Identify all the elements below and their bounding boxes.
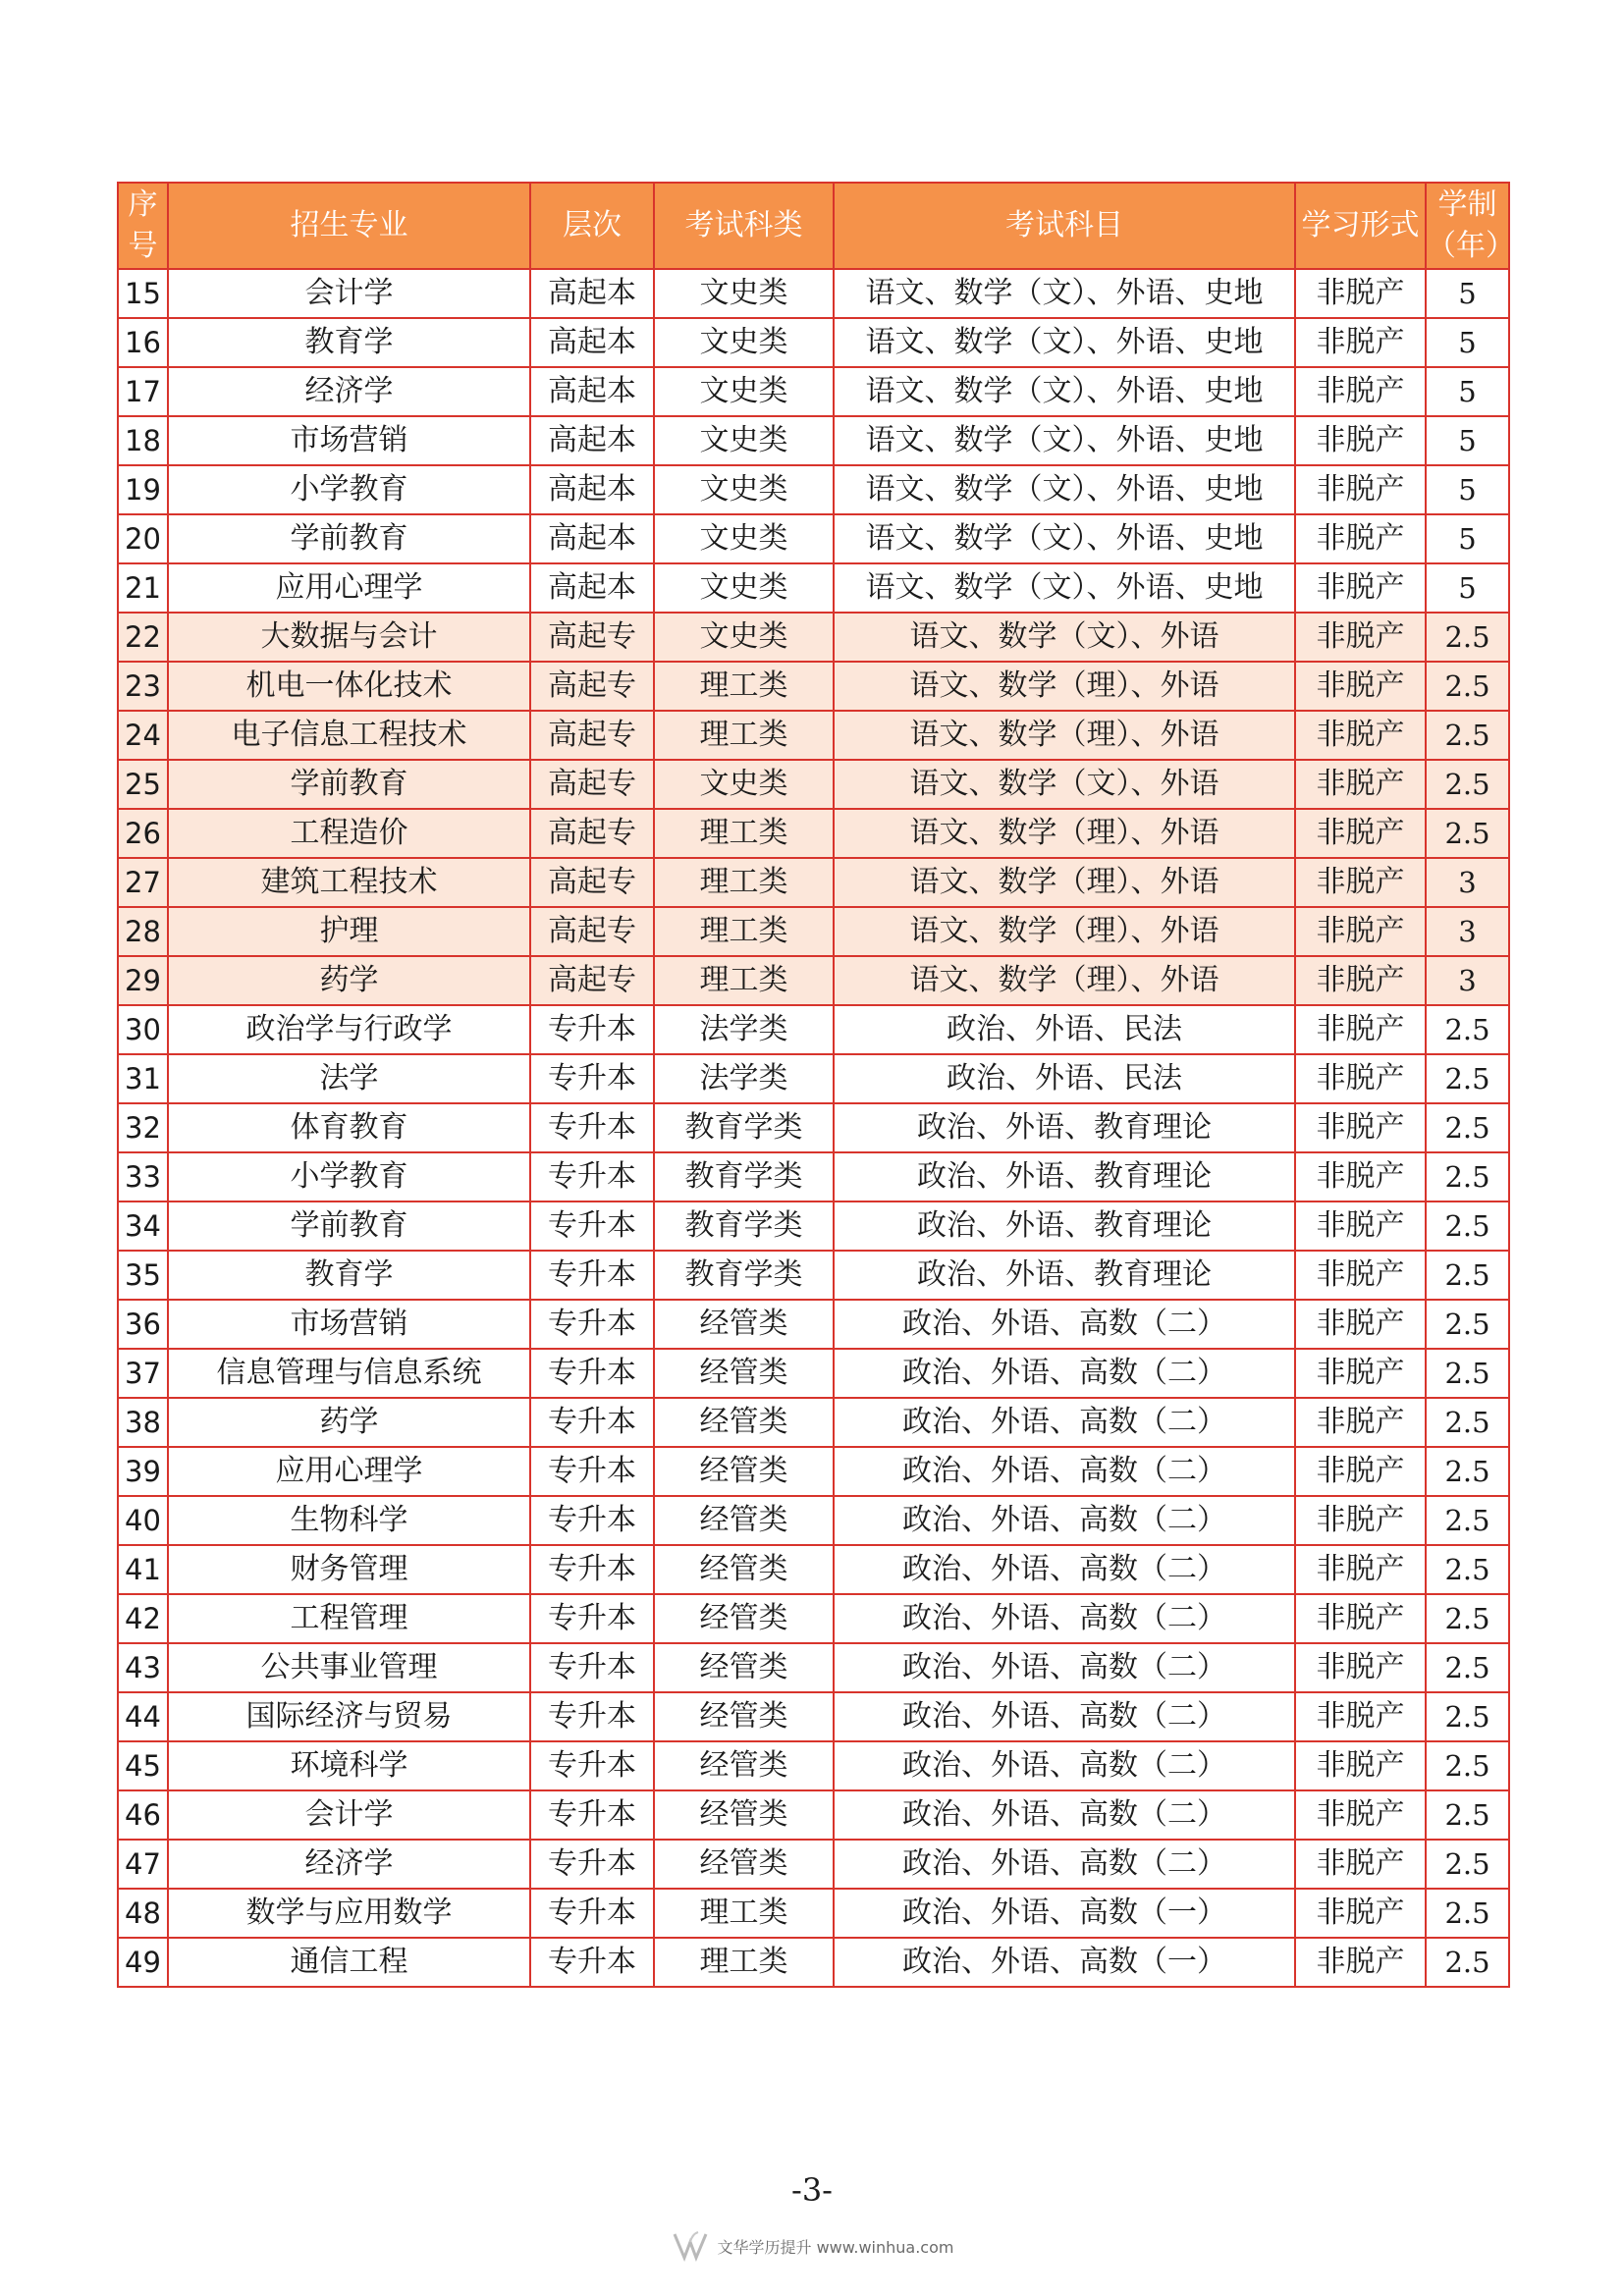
cell-seq: 17 (118, 367, 168, 416)
cell-level: 高起本 (530, 514, 654, 563)
cell-seq: 15 (118, 269, 168, 318)
cell-subjects: 政治、外语、教育理论 (834, 1103, 1295, 1152)
cell-study-form: 非脱产 (1295, 1398, 1426, 1447)
cell-duration: 2.5 (1426, 1005, 1509, 1054)
cell-major: 环境科学 (168, 1741, 530, 1790)
cell-major: 会计学 (168, 1790, 530, 1840)
header-level: 层次 (530, 183, 654, 269)
cell-duration: 2.5 (1426, 1054, 1509, 1103)
cell-level: 专升本 (530, 1447, 654, 1496)
cell-study-form: 非脱产 (1295, 1349, 1426, 1398)
cell-category: 文史类 (654, 367, 834, 416)
cell-subjects: 语文、数学（文）、外语、史地 (834, 416, 1295, 465)
cell-level: 高起专 (530, 809, 654, 858)
header-category: 考试科类 (654, 183, 834, 269)
cell-level: 高起专 (530, 711, 654, 760)
cell-level: 高起专 (530, 858, 654, 907)
table-row (118, 563, 1509, 613)
cell-category: 理工类 (654, 907, 834, 956)
cell-seq: 36 (118, 1300, 168, 1349)
cell-study-form: 非脱产 (1295, 1643, 1426, 1692)
cell-duration: 5 (1426, 416, 1509, 465)
cell-category: 教育学类 (654, 1201, 834, 1251)
cell-subjects: 语文、数学（理）、外语 (834, 858, 1295, 907)
cell-level: 高起本 (530, 465, 654, 514)
cell-major: 国际经济与贸易 (168, 1692, 530, 1741)
cell-category: 经管类 (654, 1692, 834, 1741)
cell-study-form: 非脱产 (1295, 1889, 1426, 1938)
cell-seq: 29 (118, 956, 168, 1005)
table-row (118, 1790, 1509, 1840)
cell-duration: 2.5 (1426, 760, 1509, 809)
cell-duration: 2.5 (1426, 1889, 1509, 1938)
page-number: -3- (791, 2171, 833, 2209)
cell-seq: 32 (118, 1103, 168, 1152)
cell-category: 文史类 (654, 563, 834, 613)
cell-seq: 19 (118, 465, 168, 514)
cell-seq: 49 (118, 1938, 168, 1987)
cell-level: 专升本 (530, 1103, 654, 1152)
cell-category: 文史类 (654, 613, 834, 662)
cell-study-form: 非脱产 (1295, 1054, 1426, 1103)
cell-level: 专升本 (530, 1790, 654, 1840)
cell-major: 学前教育 (168, 1201, 530, 1251)
cell-seq: 27 (118, 858, 168, 907)
cell-category: 文史类 (654, 465, 834, 514)
cell-level: 高起专 (530, 907, 654, 956)
cell-seq: 40 (118, 1496, 168, 1545)
cell-category: 教育学类 (654, 1251, 834, 1300)
cell-study-form: 非脱产 (1295, 1201, 1426, 1251)
cell-major: 政治学与行政学 (168, 1005, 530, 1054)
cell-study-form: 非脱产 (1295, 1545, 1426, 1594)
cell-study-form: 非脱产 (1295, 1741, 1426, 1790)
cell-category: 理工类 (654, 662, 834, 711)
cell-subjects: 政治、外语、高数（二） (834, 1349, 1295, 1398)
cell-category: 文史类 (654, 269, 834, 318)
cell-level: 高起专 (530, 760, 654, 809)
cell-subjects: 语文、数学（理）、外语 (834, 662, 1295, 711)
cell-level: 专升本 (530, 1594, 654, 1643)
header-duration: 学制（年） (1426, 183, 1509, 269)
cell-duration: 3 (1426, 907, 1509, 956)
cell-duration: 2.5 (1426, 809, 1509, 858)
cell-category: 文史类 (654, 514, 834, 563)
cell-duration: 2.5 (1426, 1398, 1509, 1447)
table-row (118, 269, 1509, 318)
cell-duration: 2.5 (1426, 1349, 1509, 1398)
cell-subjects: 语文、数学（理）、外语 (834, 956, 1295, 1005)
table-row (118, 1692, 1509, 1741)
cell-category: 文史类 (654, 318, 834, 367)
cell-seq: 45 (118, 1741, 168, 1790)
table-row (118, 1398, 1509, 1447)
cell-major: 财务管理 (168, 1545, 530, 1594)
cell-category: 理工类 (654, 956, 834, 1005)
cell-category: 文史类 (654, 416, 834, 465)
header-major: 招生专业 (168, 183, 530, 269)
cell-duration: 2.5 (1426, 1152, 1509, 1201)
cell-seq: 44 (118, 1692, 168, 1741)
table-row (118, 662, 1509, 711)
table-row (118, 1152, 1509, 1201)
cell-subjects: 语文、数学（文）、外语 (834, 613, 1295, 662)
cell-duration: 2.5 (1426, 1103, 1509, 1152)
cell-study-form: 非脱产 (1295, 907, 1426, 956)
cell-duration: 5 (1426, 465, 1509, 514)
cell-duration: 2.5 (1426, 1447, 1509, 1496)
cell-major: 市场营销 (168, 416, 530, 465)
cell-seq: 35 (118, 1251, 168, 1300)
table-row (118, 1251, 1509, 1300)
cell-duration: 2.5 (1426, 1201, 1509, 1251)
cell-major: 大数据与会计 (168, 613, 530, 662)
cell-level: 高起本 (530, 318, 654, 367)
cell-seq: 18 (118, 416, 168, 465)
cell-study-form: 非脱产 (1295, 1496, 1426, 1545)
cell-study-form: 非脱产 (1295, 1594, 1426, 1643)
cell-major: 会计学 (168, 269, 530, 318)
table-row (118, 1300, 1509, 1349)
cell-level: 专升本 (530, 1938, 654, 1987)
cell-study-form: 非脱产 (1295, 662, 1426, 711)
cell-major: 法学 (168, 1054, 530, 1103)
cell-duration: 2.5 (1426, 1251, 1509, 1300)
cell-subjects: 语文、数学（文）、外语、史地 (834, 563, 1295, 613)
table-row (118, 858, 1509, 907)
cell-subjects: 政治、外语、民法 (834, 1054, 1295, 1103)
cell-major: 机电一体化技术 (168, 662, 530, 711)
cell-subjects: 政治、外语、高数（二） (834, 1790, 1295, 1840)
cell-subjects: 政治、外语、高数（二） (834, 1594, 1295, 1643)
cell-level: 高起本 (530, 563, 654, 613)
cell-major: 通信工程 (168, 1938, 530, 1987)
footer (0, 2230, 1624, 2262)
cell-major: 信息管理与信息系统 (168, 1349, 530, 1398)
cell-subjects: 语文、数学（文）、外语、史地 (834, 318, 1295, 367)
cell-subjects: 语文、数学（理）、外语 (834, 907, 1295, 956)
table-row (118, 1741, 1509, 1790)
table-row (118, 514, 1509, 563)
cell-subjects: 政治、外语、高数（二） (834, 1496, 1295, 1545)
cell-major: 学前教育 (168, 760, 530, 809)
cell-seq: 34 (118, 1201, 168, 1251)
cell-seq: 24 (118, 711, 168, 760)
cell-subjects: 语文、数学（文）、外语、史地 (834, 514, 1295, 563)
cell-major: 小学教育 (168, 465, 530, 514)
cell-study-form: 非脱产 (1295, 1251, 1426, 1300)
cell-major: 数学与应用数学 (168, 1889, 530, 1938)
cell-major: 药学 (168, 956, 530, 1005)
cell-subjects: 语文、数学（理）、外语 (834, 809, 1295, 858)
cell-subjects: 语文、数学（文）、外语 (834, 760, 1295, 809)
cell-major: 教育学 (168, 318, 530, 367)
cell-study-form: 非脱产 (1295, 416, 1426, 465)
cell-category: 理工类 (654, 1938, 834, 1987)
table-row (118, 1938, 1509, 1987)
cell-subjects: 政治、外语、高数（二） (834, 1692, 1295, 1741)
cell-level: 专升本 (530, 1889, 654, 1938)
cell-study-form: 非脱产 (1295, 809, 1426, 858)
cell-category: 文史类 (654, 760, 834, 809)
cell-category: 理工类 (654, 858, 834, 907)
cell-study-form: 非脱产 (1295, 318, 1426, 367)
cell-study-form: 非脱产 (1295, 514, 1426, 563)
cell-category: 经管类 (654, 1496, 834, 1545)
cell-seq: 23 (118, 662, 168, 711)
cell-seq: 37 (118, 1349, 168, 1398)
cell-subjects: 政治、外语、高数（二） (834, 1741, 1295, 1790)
cell-study-form: 非脱产 (1295, 1005, 1426, 1054)
cell-level: 专升本 (530, 1201, 654, 1251)
cell-duration: 2.5 (1426, 1300, 1509, 1349)
cell-subjects: 语文、数学（理）、外语 (834, 711, 1295, 760)
cell-category: 经管类 (654, 1594, 834, 1643)
cell-level: 专升本 (530, 1251, 654, 1300)
cell-study-form: 非脱产 (1295, 956, 1426, 1005)
table-row (118, 1005, 1509, 1054)
cell-level: 专升本 (530, 1741, 654, 1790)
cell-level: 专升本 (530, 1692, 654, 1741)
cell-duration: 2.5 (1426, 1643, 1509, 1692)
cell-subjects: 政治、外语、高数（二） (834, 1643, 1295, 1692)
cell-level: 专升本 (530, 1545, 654, 1594)
header-seq: 序号 (118, 183, 168, 269)
table-row (118, 809, 1509, 858)
cell-level: 高起专 (530, 613, 654, 662)
cell-category: 经管类 (654, 1398, 834, 1447)
cell-level: 专升本 (530, 1398, 654, 1447)
cell-level: 专升本 (530, 1496, 654, 1545)
cell-duration: 2.5 (1426, 1938, 1509, 1987)
cell-level: 专升本 (530, 1300, 654, 1349)
cell-category: 理工类 (654, 711, 834, 760)
cell-duration: 2.5 (1426, 1692, 1509, 1741)
table-row (118, 1103, 1509, 1152)
cell-duration: 2.5 (1426, 1840, 1509, 1889)
table-row (118, 711, 1509, 760)
cell-major: 体育教育 (168, 1103, 530, 1152)
cell-subjects: 政治、外语、高数（二） (834, 1545, 1295, 1594)
cell-level: 专升本 (530, 1005, 654, 1054)
table-row (118, 1201, 1509, 1251)
cell-subjects: 政治、外语、教育理论 (834, 1152, 1295, 1201)
cell-level: 高起专 (530, 956, 654, 1005)
table-row (118, 1840, 1509, 1889)
cell-subjects: 政治、外语、高数（二） (834, 1300, 1295, 1349)
cell-category: 经管类 (654, 1840, 834, 1889)
cell-study-form: 非脱产 (1295, 1938, 1426, 1987)
table-row (118, 1643, 1509, 1692)
cell-level: 专升本 (530, 1054, 654, 1103)
cell-seq: 46 (118, 1790, 168, 1840)
table-row (118, 1889, 1509, 1938)
cell-category: 教育学类 (654, 1103, 834, 1152)
table-row (118, 367, 1509, 416)
table-row (118, 1054, 1509, 1103)
cell-duration: 5 (1426, 367, 1509, 416)
cell-seq: 30 (118, 1005, 168, 1054)
cell-seq: 47 (118, 1840, 168, 1889)
cell-subjects: 政治、外语、民法 (834, 1005, 1295, 1054)
table-row (118, 1496, 1509, 1545)
cell-duration: 5 (1426, 563, 1509, 613)
cell-study-form: 非脱产 (1295, 760, 1426, 809)
cell-seq: 41 (118, 1545, 168, 1594)
cell-duration: 2.5 (1426, 1790, 1509, 1840)
cell-level: 高起本 (530, 367, 654, 416)
cell-major: 药学 (168, 1398, 530, 1447)
cell-level: 专升本 (530, 1643, 654, 1692)
cell-major: 市场营销 (168, 1300, 530, 1349)
cell-duration: 2.5 (1426, 662, 1509, 711)
admissions-table (117, 182, 1515, 1988)
cell-seq: 38 (118, 1398, 168, 1447)
cell-category: 经管类 (654, 1741, 834, 1790)
cell-duration: 5 (1426, 514, 1509, 563)
cell-study-form: 非脱产 (1295, 1103, 1426, 1152)
cell-category: 经管类 (654, 1447, 834, 1496)
cell-study-form: 非脱产 (1295, 858, 1426, 907)
footer-text: 文华学历提升 www.winhua.com (717, 2237, 954, 2257)
table-header-row (118, 183, 1509, 269)
cell-seq: 25 (118, 760, 168, 809)
cell-major: 工程造价 (168, 809, 530, 858)
cell-category: 经管类 (654, 1300, 834, 1349)
cell-seq: 31 (118, 1054, 168, 1103)
table-row (118, 956, 1509, 1005)
table-row (118, 1594, 1509, 1643)
cell-duration: 2.5 (1426, 1741, 1509, 1790)
cell-seq: 39 (118, 1447, 168, 1496)
cell-duration: 2.5 (1426, 711, 1509, 760)
cell-duration: 3 (1426, 858, 1509, 907)
cell-duration: 2.5 (1426, 1545, 1509, 1594)
cell-category: 经管类 (654, 1349, 834, 1398)
table-row (118, 416, 1509, 465)
cell-duration: 2.5 (1426, 613, 1509, 662)
cell-category: 教育学类 (654, 1152, 834, 1201)
cell-subjects: 语文、数学（文）、外语、史地 (834, 367, 1295, 416)
cell-level: 专升本 (530, 1152, 654, 1201)
cell-category: 理工类 (654, 1889, 834, 1938)
cell-subjects: 政治、外语、高数（二） (834, 1447, 1295, 1496)
cell-seq: 26 (118, 809, 168, 858)
cell-study-form: 非脱产 (1295, 367, 1426, 416)
cell-study-form: 非脱产 (1295, 465, 1426, 514)
cell-level: 专升本 (530, 1349, 654, 1398)
cell-duration: 3 (1426, 956, 1509, 1005)
cell-major: 建筑工程技术 (168, 858, 530, 907)
cell-major: 应用心理学 (168, 1447, 530, 1496)
cell-major: 经济学 (168, 367, 530, 416)
table-row (118, 760, 1509, 809)
cell-duration: 2.5 (1426, 1594, 1509, 1643)
table-row (118, 465, 1509, 514)
cell-subjects: 政治、外语、高数（一） (834, 1889, 1295, 1938)
cell-duration: 2.5 (1426, 1496, 1509, 1545)
cell-study-form: 非脱产 (1295, 613, 1426, 662)
cell-level: 高起专 (530, 662, 654, 711)
cell-seq: 42 (118, 1594, 168, 1643)
cell-level: 专升本 (530, 1840, 654, 1889)
cell-category: 法学类 (654, 1005, 834, 1054)
cell-subjects: 政治、外语、高数（一） (834, 1938, 1295, 1987)
cell-subjects: 政治、外语、教育理论 (834, 1251, 1295, 1300)
cell-subjects: 政治、外语、高数（二） (834, 1840, 1295, 1889)
cell-study-form: 非脱产 (1295, 1152, 1426, 1201)
cell-study-form: 非脱产 (1295, 1840, 1426, 1889)
table-row (118, 1349, 1509, 1398)
cell-seq: 22 (118, 613, 168, 662)
cell-study-form: 非脱产 (1295, 711, 1426, 760)
cell-seq: 20 (118, 514, 168, 563)
cell-seq: 16 (118, 318, 168, 367)
cell-category: 经管类 (654, 1790, 834, 1840)
header-study-form: 学习形式 (1295, 183, 1426, 269)
cell-seq: 28 (118, 907, 168, 956)
table-row (118, 613, 1509, 662)
cell-category: 理工类 (654, 809, 834, 858)
cell-study-form: 非脱产 (1295, 269, 1426, 318)
cell-subjects: 语文、数学（文）、外语、史地 (834, 465, 1295, 514)
cell-seq: 48 (118, 1889, 168, 1938)
cell-major: 教育学 (168, 1251, 530, 1300)
cell-category: 法学类 (654, 1054, 834, 1103)
cell-major: 公共事业管理 (168, 1643, 530, 1692)
cell-study-form: 非脱产 (1295, 1692, 1426, 1741)
winhua-logo-icon (671, 2230, 710, 2262)
table-row (118, 907, 1509, 956)
cell-major: 经济学 (168, 1840, 530, 1889)
cell-subjects: 政治、外语、教育理论 (834, 1201, 1295, 1251)
cell-study-form: 非脱产 (1295, 1300, 1426, 1349)
cell-major: 护理 (168, 907, 530, 956)
cell-seq: 33 (118, 1152, 168, 1201)
cell-major: 工程管理 (168, 1594, 530, 1643)
cell-duration: 5 (1426, 269, 1509, 318)
cell-seq: 43 (118, 1643, 168, 1692)
header-subjects: 考试科目 (834, 183, 1295, 269)
cell-study-form: 非脱产 (1295, 563, 1426, 613)
cell-major: 电子信息工程技术 (168, 711, 530, 760)
table-row (118, 318, 1509, 367)
cell-study-form: 非脱产 (1295, 1447, 1426, 1496)
cell-subjects: 政治、外语、高数（二） (834, 1398, 1295, 1447)
table-row (118, 1545, 1509, 1594)
cell-subjects: 语文、数学（文）、外语、史地 (834, 269, 1295, 318)
cell-category: 经管类 (654, 1545, 834, 1594)
cell-study-form: 非脱产 (1295, 1790, 1426, 1840)
cell-level: 高起本 (530, 269, 654, 318)
cell-category: 经管类 (654, 1643, 834, 1692)
cell-major: 应用心理学 (168, 563, 530, 613)
cell-major: 小学教育 (168, 1152, 530, 1201)
cell-major: 学前教育 (168, 514, 530, 563)
cell-duration: 5 (1426, 318, 1509, 367)
cell-level: 高起本 (530, 416, 654, 465)
table-row (118, 1447, 1509, 1496)
cell-major: 生物科学 (168, 1496, 530, 1545)
cell-seq: 21 (118, 563, 168, 613)
